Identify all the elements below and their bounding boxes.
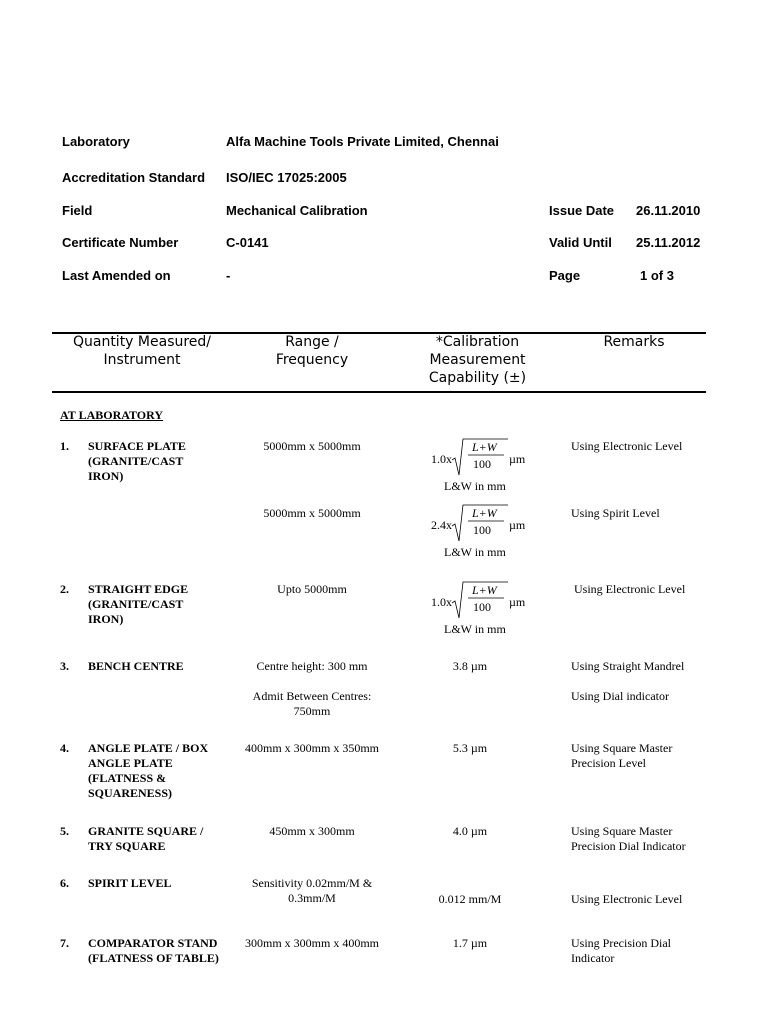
laboratory-label: Laboratory [62, 134, 130, 149]
range-value: 5000mm x 5000mm [263, 506, 361, 520]
column-header-quantity: Quantity Measured/ Instrument [72, 334, 212, 368]
remark-text: Using Spirit Level [571, 506, 660, 520]
formula-denominator: 100 [473, 600, 491, 614]
cmc-value: 4.0 µm [452, 824, 488, 838]
instrument-name: SPIRIT LEVEL [88, 876, 172, 890]
cmc-value: 1.7 µm [452, 936, 488, 950]
row-number: 5. [60, 824, 69, 838]
formula-coefficient: 1.0x [431, 595, 452, 609]
table-bottom-rule [52, 391, 706, 393]
row-number: 3. [60, 659, 69, 673]
remark-text: Using Square Master Precision Level [571, 741, 673, 770]
formula-note: L&W in mm [444, 479, 506, 493]
remark-text: Using Straight Mandrel [571, 659, 685, 673]
formula-unit: µm [509, 452, 526, 466]
range-value: 300mm x 300mm x 400mm [244, 936, 379, 950]
range-value: Upto 5000mm [277, 582, 347, 596]
certificate-value: C-0141 [226, 235, 269, 250]
instrument-name: COMPARATOR STAND (FLATNESS OF TABLE) [88, 936, 219, 965]
cmc-value: 3.8 µm [452, 659, 488, 673]
instrument-name: ANGLE PLATE / BOX ANGLE PLATE (FLATNESS & SQUARENESS) [88, 741, 209, 800]
last-amended-label: Last Amended on [62, 268, 171, 283]
row-number: 6. [60, 876, 69, 890]
field-value: Mechanical Calibration [226, 203, 368, 218]
cmc-formula [428, 502, 578, 560]
row-number: 1. [60, 439, 69, 453]
standard-label: Accreditation Standard [62, 170, 206, 185]
cmc-value: 5.3 µm [452, 741, 488, 755]
formula-numerator: L+W [472, 506, 497, 520]
formula-coefficient: 2.4x [431, 518, 452, 532]
range-value: 450mm x 300mm [269, 824, 355, 838]
remark-text: Using Dial indicator [571, 689, 669, 703]
column-header-remarks: Remarks [603, 334, 665, 350]
cmc-formula [428, 579, 578, 637]
formula-denominator: 100 [473, 457, 491, 471]
range-value: Sensitivity 0.02mm/M & 0.3mm/M [251, 876, 373, 905]
page-label: Page [549, 268, 581, 283]
remark-text: Using Precision Dial Indicator [571, 936, 671, 965]
instrument-name: BENCH CENTRE [88, 659, 184, 673]
instrument-name: STRAIGHT EDGE (GRANITE/CAST IRON) [88, 582, 189, 626]
remark-text: Using Square Master Precision Dial Indicator [571, 824, 686, 853]
remark-text: Using Electronic Level [571, 892, 683, 906]
formula-unit: µm [509, 518, 526, 532]
page-value: 1 of 3 [640, 268, 674, 283]
row-number: 4. [60, 741, 69, 755]
formula-denominator: 100 [473, 523, 491, 537]
certificate-label: Certificate Number [62, 235, 179, 250]
remark-text: Using Electronic Level [571, 439, 683, 453]
cmc-value: 0.012 mm/M [438, 892, 502, 906]
formula-numerator: L+W [472, 440, 497, 454]
last-amended-value: - [226, 268, 231, 283]
range-value: Centre height: 300 mm [256, 659, 368, 673]
row-number: 2. [60, 582, 69, 596]
range-value: Admit Between Centres: 750mm [252, 689, 372, 718]
remark-text: Using Electronic Level [574, 582, 686, 596]
valid-until-value: 25.11.2012 [636, 235, 701, 250]
issue-date-value: 26.11.2010 [636, 203, 701, 218]
range-value: 5000mm x 5000mm [263, 439, 361, 453]
valid-until-label: Valid Until [549, 235, 612, 250]
issue-date-label: Issue Date [549, 203, 615, 218]
column-header-range: Range / Frequency [275, 334, 349, 368]
section-heading: AT LABORATORY [60, 408, 164, 422]
range-value: 400mm x 300mm x 350mm [244, 741, 379, 755]
instrument-name: SURFACE PLATE (GRANITE/CAST IRON) [88, 439, 186, 483]
standard-value: ISO/IEC 17025:2005 [226, 170, 347, 185]
formula-note: L&W in mm [444, 545, 506, 559]
cmc-formula [428, 436, 578, 494]
formula-numerator: L+W [472, 583, 497, 597]
laboratory-value: Alfa Machine Tools Private Limited, Chennai [226, 134, 499, 149]
column-header-cmc: *Calibration Measurement Capability (±) [428, 334, 527, 386]
formula-note: L&W in mm [444, 622, 506, 636]
instrument-name: GRANITE SQUARE / TRY SQUARE [88, 824, 204, 853]
formula-unit: µm [509, 595, 526, 609]
field-label: Field [62, 203, 93, 218]
row-number: 7. [60, 936, 69, 950]
formula-coefficient: 1.0x [431, 452, 452, 466]
